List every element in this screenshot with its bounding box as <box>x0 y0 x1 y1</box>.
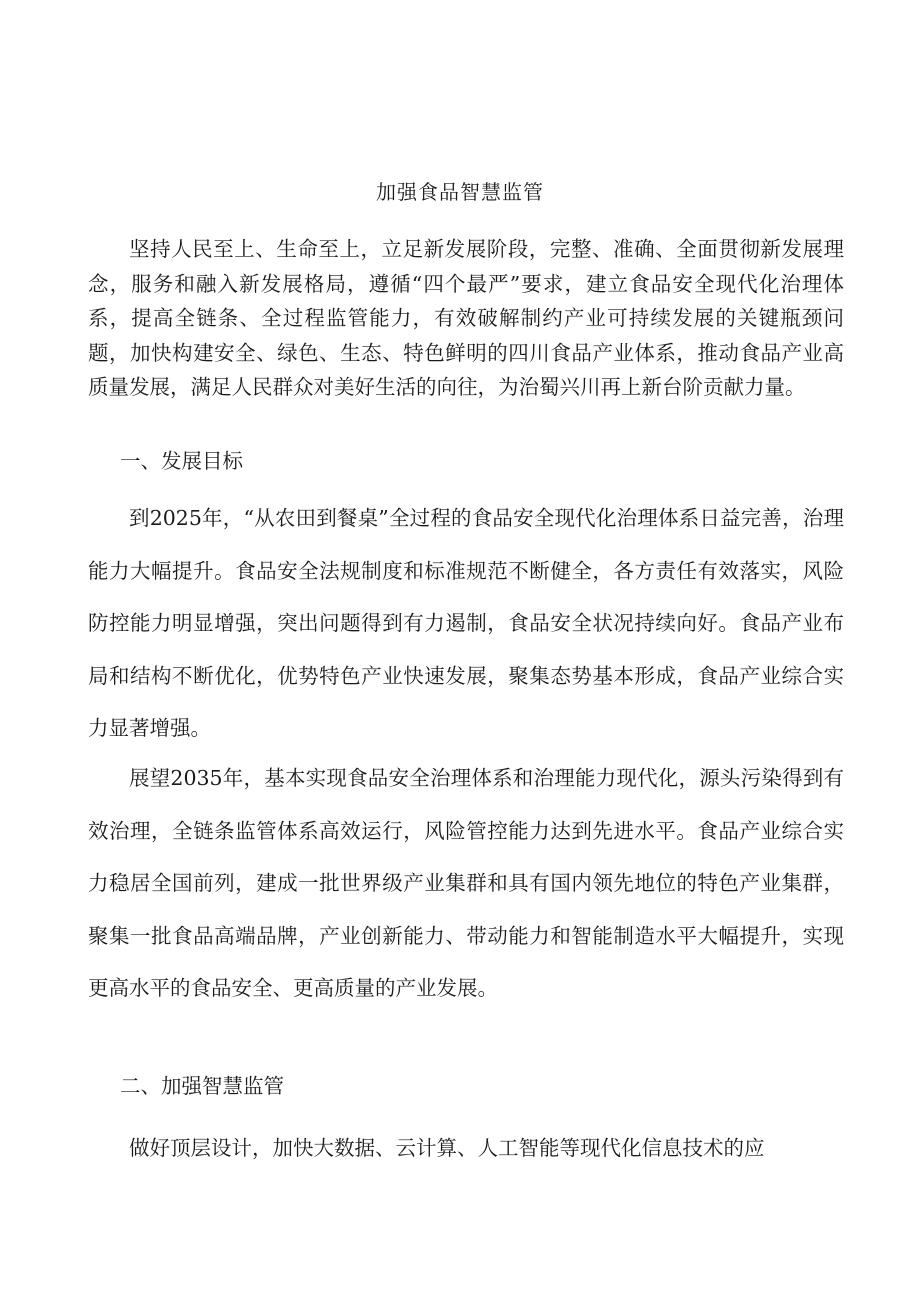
document-title: 加强食品智慧监管 <box>376 180 544 204</box>
section-heading-smart-supervision: 二、加强智慧监管 <box>120 1074 284 1098</box>
section-heading-goals: 一、发展目标 <box>120 449 243 473</box>
goals-paragraph-2035: 展望2035年，基本实现食品安全治理体系和治理能力现代化，源头污染得到有效治理，全链条监管体系高效运行，风险管控能力达到先进水平。食品产业综合实力稳居全国前列，建成一批世界级产业集群和具有国内领先地位的特色产业集群，聚集一批食品高端品牌，产业创新能力、带动能力和智能制造水平大幅提升，实现更高水平的食品安全、更高质量的产业发展。 <box>88 766 844 1000</box>
goals-paragraph-2025: 到2025年，“从农田到餐桌”全过程的食品安全现代化治理体系日益完善，治理能力大幅提升。食品安全法规制度和标准规范不断健全，各方责任有效落实，风险防控能力明显增强，突出问题得到有力遏制，食品安全状况持续向好。食品产业布局和结构不断优化，优势特色产业快速发展，聚集态势基本形成，食品产业综合实力显著增强。 <box>88 506 844 740</box>
intro-paragraph: 坚持人民至上、生命至上，立足新发展阶段，完整、准确、全面贯彻新发展理念，服务和融入新发展格局，遵循“四个最严”要求，建立食品安全现代化治理体系，提高全链条、全过程监管能力，有效破解制约产业可持续发展的关键瓶颈问题，加快构建安全、绿色、生态、特色鲜明的四川食品产业体系，推动食品产业高质量发展，满足人民群众对美好生活的向往，为治蜀兴川再上新台阶贡献力量。 <box>88 237 844 399</box>
smart-supervision-paragraph: 做好顶层设计，加快大数据、云计算、人工智能等现代化信息技术的应 <box>129 1136 765 1160</box>
